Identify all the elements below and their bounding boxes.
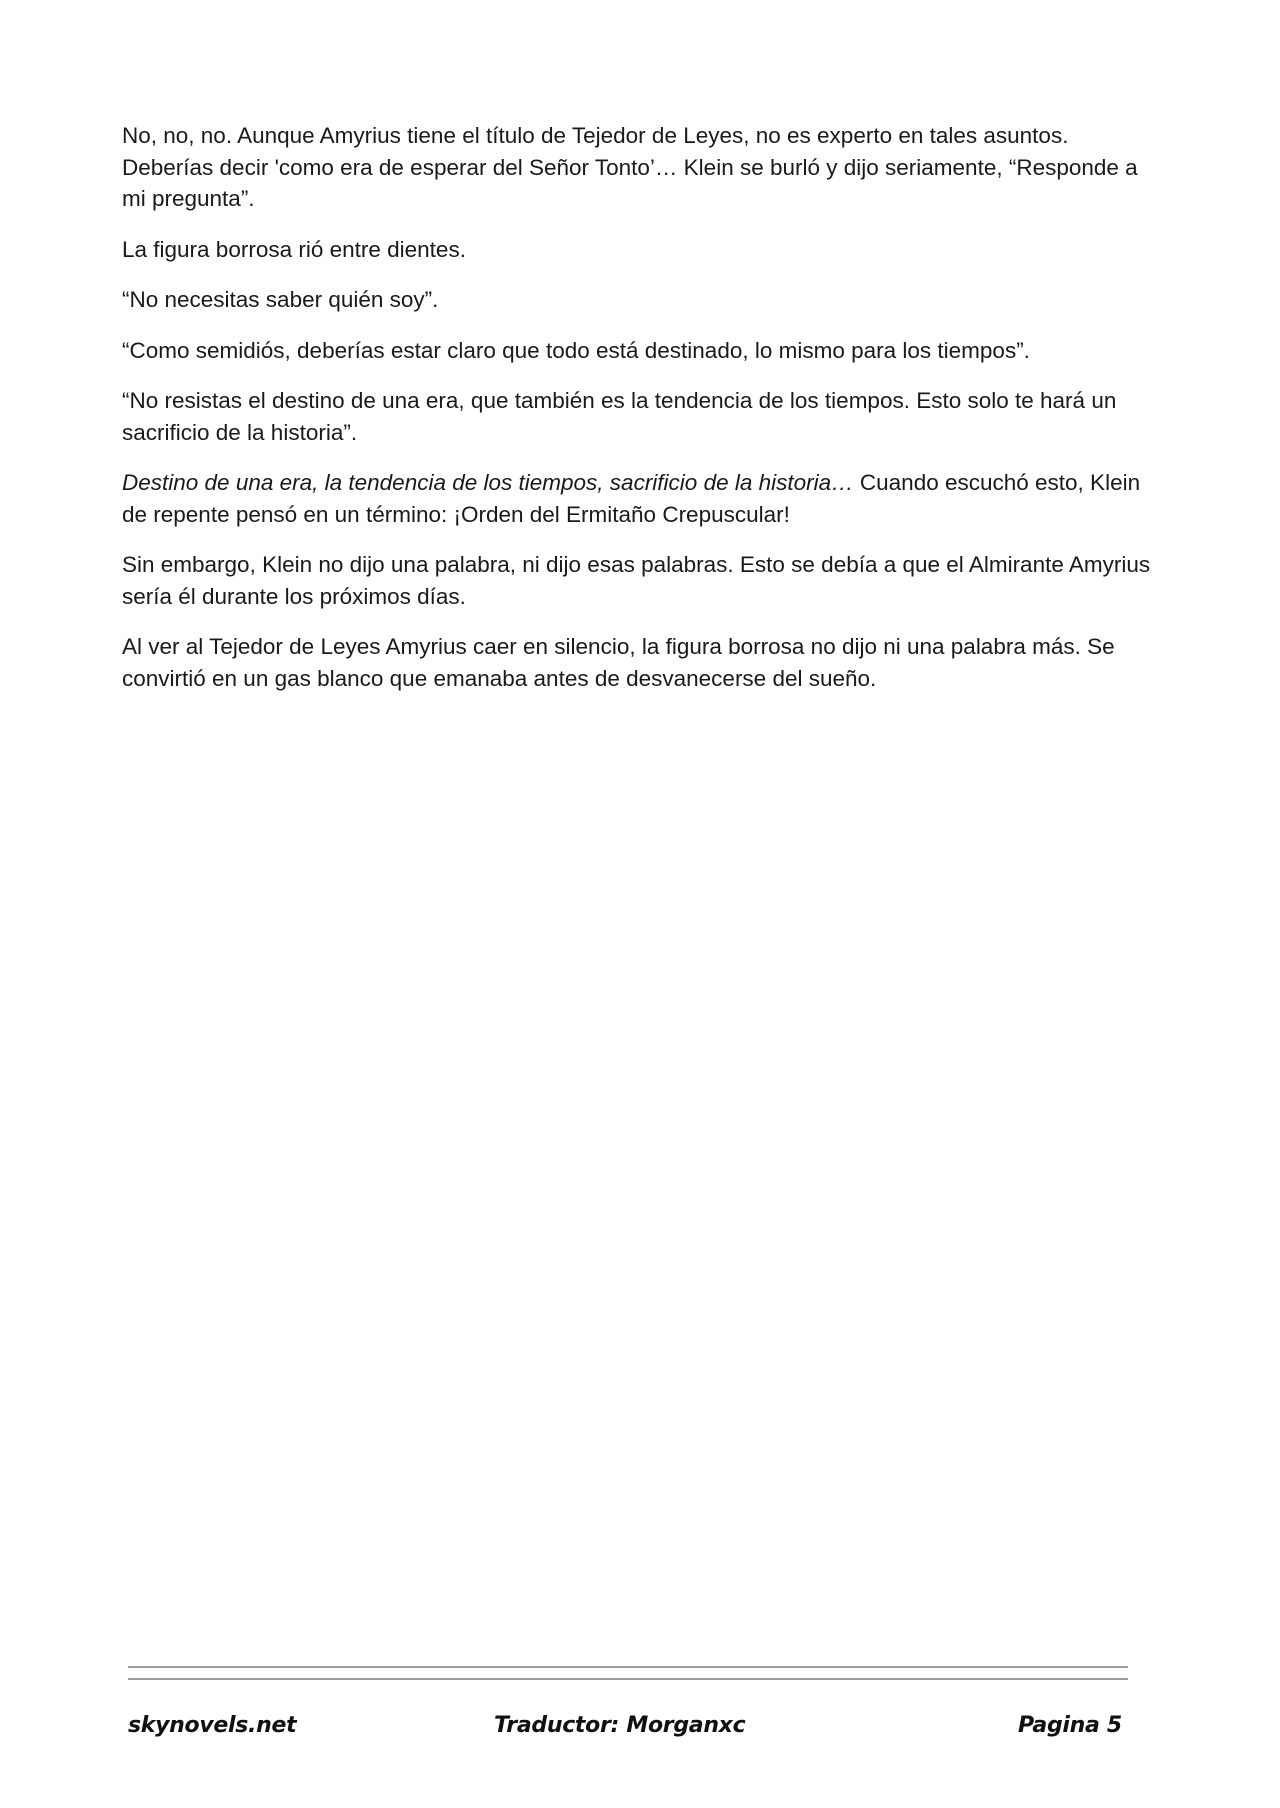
paragraph-1	[122, 120, 1162, 215]
paragraph-8	[122, 631, 1162, 694]
paragraph-3-text: “No necesitas saber quién soy”.	[122, 287, 439, 312]
paragraph-2	[122, 234, 1162, 266]
paragraph-5-text: “No resistas el destino de una era, que también es la tendencia de los tiempos. Esto solo te hará un sacrificio de la historia”.	[122, 388, 1117, 445]
paragraph-4-text: “Como semidiós, deberías estar claro que todo está destinado, lo mismo para los tiempos”.	[122, 337, 1030, 363]
paragraph-1-text: No, no, no. Aunque Amyrius tiene el título de Tejedor de Leyes, no es experto en tales asuntos. Deberías decir 'como era de esperar del Señor Tonto’… Klein se burló y dijo seriamente, “Responde a mi pregunta”.	[122, 123, 1138, 211]
paragraph-7-text: Sin embargo, Klein no dijo una palabra, ni dijo esas palabras. Esto se debía a que el Almirante Amyrius sería él durante los próximos días.	[122, 552, 1151, 609]
paragraph-5	[122, 385, 1162, 448]
paragraph-4	[122, 335, 1162, 367]
paragraph-6	[122, 467, 1162, 530]
footer-site: skynovels.net	[128, 1713, 297, 1738]
body-text	[122, 120, 1162, 713]
paragraph-7	[122, 549, 1162, 612]
paragraph-2-text: La figura borrosa rió entre dientes.	[122, 236, 466, 262]
footer-page-number: Pagina 5	[1018, 1713, 1122, 1738]
footer-divider-top	[128, 1666, 1128, 1668]
paragraph-6-italic-text: Destino de una era, la tendencia de los tiempos, sacrificio de la historia…	[122, 470, 854, 495]
paragraph-3	[122, 284, 1162, 316]
footer-divider-bottom	[128, 1678, 1128, 1680]
footer-translator: Traductor: Morganxc	[494, 1713, 746, 1738]
paragraph-6-text: Cuando escuchó esto, Klein de repente pensó en un término: ¡Orden del Ermitaño Crepuscular!	[122, 470, 1141, 527]
paragraph-8-text: Al ver al Tejedor de Leyes Amyrius caer en silencio, la figura borrosa no dijo ni una palabra más. Se convirtió en un gas blanco que emanaba antes de desvanecerse del sueño.	[122, 634, 1115, 691]
